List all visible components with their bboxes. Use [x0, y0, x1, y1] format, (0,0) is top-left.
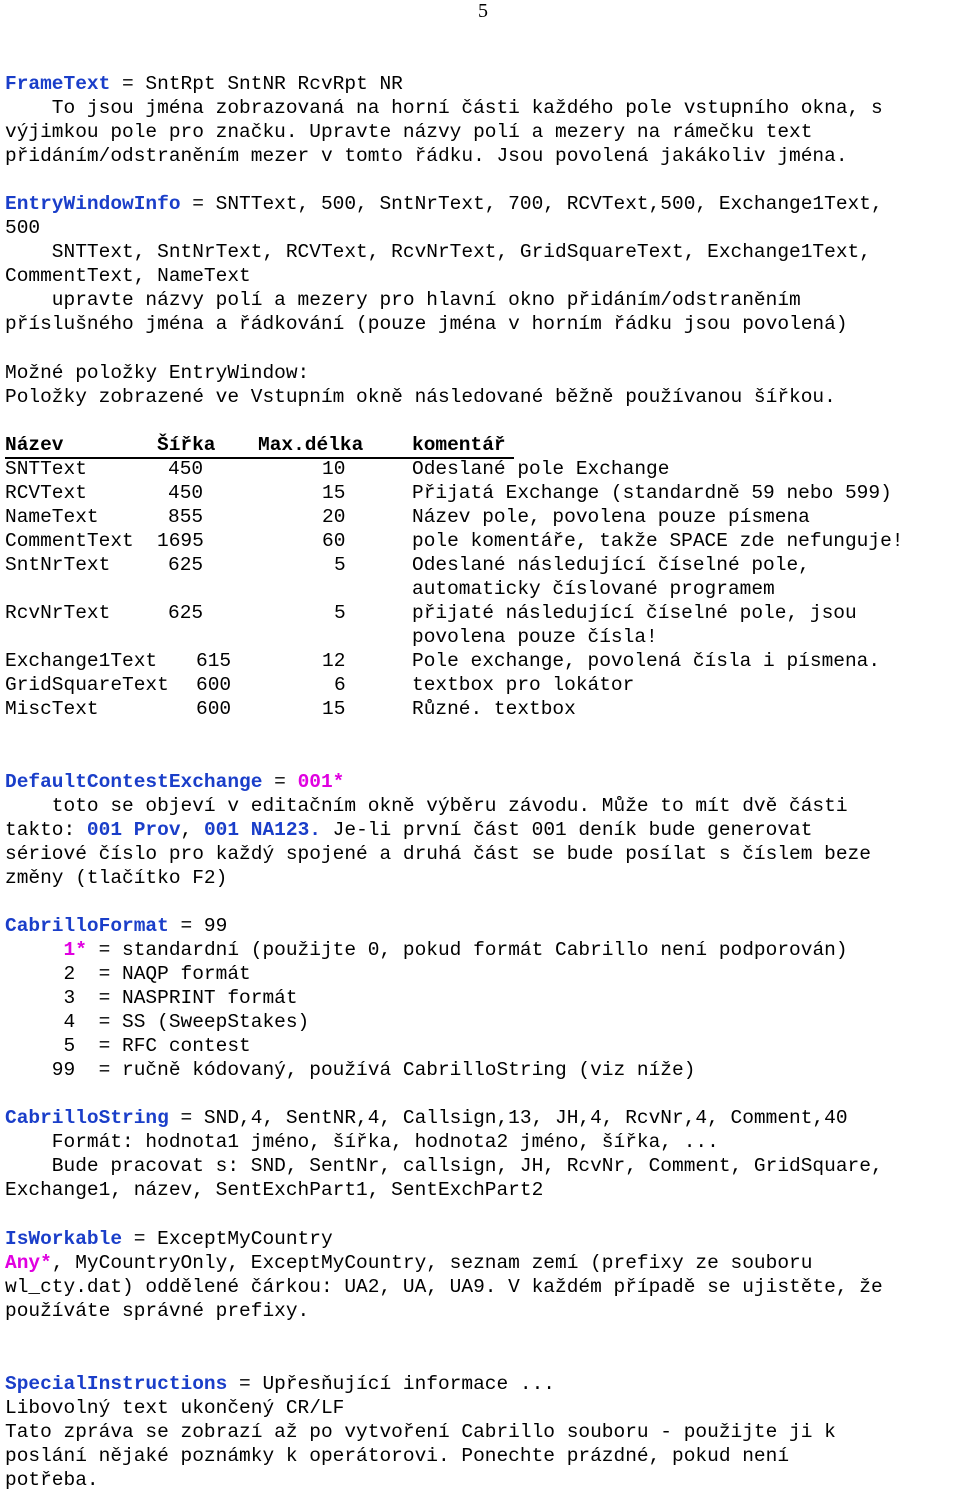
defaultcontestexchange-desc-2 — [5, 818, 812, 842]
entrywindowinfo-line-5: příslušného jména a řádkování (pouze jména v horním řádku jsou povolená) — [5, 313, 848, 335]
cabrillostring-value: = SND,4, SentNR,4, Callsign,13, JH,4, RcvNr,4, Comment,40 — [168, 1107, 848, 1129]
cabrilloformat-line — [5, 914, 227, 938]
specialinstructions-desc-1: Libovolný text ukončený CR/LF — [5, 1397, 345, 1419]
isworkable-desc-2: wl_cty.dat) oddělené čárkou: UA2, UA, UA9. V každém případě se ujistěte, že — [5, 1276, 883, 1298]
cabrilloformat-option: 2 = NAQP formát — [5, 963, 251, 985]
row-max: 20 — [322, 506, 346, 528]
defaultcontestexchange-line — [5, 770, 344, 794]
row-name: GridSquareText — [5, 674, 169, 696]
row-max: 12 — [322, 650, 346, 672]
table-header-name: Název — [5, 434, 64, 456]
isworkable-desc-3: používáte správné prefixy. — [5, 1300, 310, 1322]
cabrilloformat-option-default — [5, 938, 848, 962]
row-name: RcvNrText — [5, 602, 111, 624]
row-name: SNTText — [5, 458, 87, 480]
row-width: 600 — [196, 674, 232, 696]
row-max: 5 — [334, 554, 346, 576]
cabrilloformat-value: = 99 — [168, 915, 228, 937]
row-width: 450 — [168, 482, 204, 504]
example-2: 001 NA123. — [203, 819, 321, 841]
isworkable-value: = ExceptMyCountry — [122, 1228, 333, 1250]
table-header-comment: komentář — [412, 434, 506, 456]
possible-items-heading: Možné položky EntryWindow: — [5, 362, 310, 384]
row-comment-cont: povolena pouze čísla! — [412, 626, 658, 648]
entrywindowinfo-line-3: CommentText, NameText — [5, 265, 251, 287]
row-name: CommentText — [5, 530, 134, 552]
row-name: SntNrText — [5, 554, 111, 576]
row-max: 15 — [322, 698, 346, 720]
row-comment: Odeslané pole Exchange — [412, 458, 670, 480]
table-header-width: Šířka — [157, 434, 216, 456]
specialinstructions-desc-3: poslání nějaké poznámky k operátorovi. Ponechte prázdné, pokud není — [5, 1445, 790, 1467]
row-width: 625 — [168, 554, 204, 576]
example-rest: Je-li první část 001 deník bude generovat — [320, 819, 813, 841]
cabrilloformat-option: 99 = ručně kódovaný, používá CabrilloString (viz níže) — [5, 1059, 696, 1081]
example-1: 001 Prov — [86, 819, 181, 841]
row-max: 60 — [322, 530, 346, 552]
table-header-maxlen: Max.délka — [258, 434, 364, 456]
defaultcontestexchange-desc-4: změny (tlačítko F2) — [5, 867, 228, 889]
cabrillostring-desc-3: Exchange1, název, SentExchPart1, SentExchPart2 — [5, 1179, 544, 1201]
row-max: 15 — [322, 482, 346, 504]
row-comment: přijaté následující číselné pole, jsou — [412, 602, 857, 624]
defaultcontestexchange-key: DefaultContestExchange — [5, 771, 263, 793]
possible-items-desc: Položky zobrazené ve Vstupním okně následované běžně používanou šířkou. — [5, 386, 836, 408]
frametext-desc-3: přidáním/odstraněním mezer v tomto řádku. Jsou povolená jakákoliv jména. — [5, 145, 848, 167]
defaultcontestexchange-desc-3: sériové číslo pro každý spojené a druhá část se bude posílat s číslem beze — [5, 843, 871, 865]
row-comment: Pole exchange, povolená čísla i písmena. — [412, 650, 881, 672]
row-comment: textbox pro lokátor — [412, 674, 635, 696]
isworkable-line — [5, 1227, 333, 1251]
defaultcontestexchange-eq: = — [262, 771, 298, 793]
frametext-desc-2: výjimkou pole pro značku. Upravte názvy polí a mezery na rámečku text — [5, 121, 813, 143]
isworkable-desc-1 — [5, 1251, 812, 1275]
frametext-key: FrameText — [5, 73, 111, 95]
cabrilloformat-option: 4 = SS (SweepStakes) — [5, 1011, 310, 1033]
default-code: 1* — [63, 939, 87, 961]
row-width: 615 — [196, 650, 232, 672]
defaultcontestexchange-desc-1: toto se objeví v editačním okně výběru závodu. Může to mít dvě části — [5, 795, 848, 817]
frametext-desc-1: To jsou jména zobrazovaná na horní části každého pole vstupního okna, s — [5, 97, 883, 119]
entrywindowinfo-line-1: 500 — [5, 217, 41, 239]
row-width: 1695 — [157, 530, 204, 552]
specialinstructions-key: SpecialInstructions — [5, 1373, 228, 1395]
cabrillostring-key: CabrilloString — [5, 1107, 169, 1129]
row-comment: Odeslané následující číselné pole, — [412, 554, 810, 576]
specialinstructions-desc-2: Tato zpráva se zobrazí až po vytvoření Cabrillo souboru - použijte ji k — [5, 1421, 836, 1443]
cabrillostring-desc-2: Bude pracovat s: SND, SentNr, callsign, JH, RcvNr, Comment, GridSquare, — [5, 1155, 883, 1177]
row-name: RCVText — [5, 482, 87, 504]
page-number: 5 — [478, 0, 488, 22]
cabrilloformat-option: 3 = NASPRINT formát — [5, 987, 298, 1009]
example-sep: , — [180, 819, 204, 841]
row-name: NameText — [5, 506, 99, 528]
frametext-line — [5, 72, 403, 96]
row-comment-cont: automaticky číslované programem — [412, 578, 775, 600]
cabrilloformat-option: 5 = RFC contest — [5, 1035, 251, 1057]
cabrillostring-line — [5, 1106, 848, 1130]
default-text: = standardní (použijte 0, pokud formát Cabrillo není podporován) — [86, 939, 848, 961]
row-max: 6 — [334, 674, 346, 696]
row-width: 625 — [168, 602, 204, 624]
cabrillostring-desc-1: Formát: hodnota1 jméno, šířka, hodnota2 jméno, šířka, ... — [5, 1131, 719, 1153]
row-width: 600 — [196, 698, 232, 720]
isworkable-options: , MyCountryOnly, ExceptMyCountry, seznam zemí (prefixy ze souboru — [51, 1252, 813, 1274]
entrywindowinfo-key: EntryWindowInfo — [5, 193, 181, 215]
specialinstructions-line — [5, 1372, 555, 1396]
row-comment: Přijatá Exchange (standardně 59 nebo 599) — [412, 482, 892, 504]
row-name: MiscText — [5, 698, 99, 720]
entrywindowinfo-line — [5, 192, 883, 216]
entrywindowinfo-value: = SNTText, 500, SntNrText, 700, RCVText,500, Exchange1Text, — [180, 193, 883, 215]
row-comment: pole komentáře, takže SPACE zde nefunguje! — [412, 530, 904, 552]
entrywindowinfo-line-2: SNTText, SntNrText, RCVText, RcvNrText, GridSquareText, Exchange1Text, — [5, 241, 871, 263]
isworkable-key: IsWorkable — [5, 1228, 123, 1250]
specialinstructions-value: = Upřesňující informace ... — [227, 1373, 555, 1395]
cabrilloformat-key: CabrilloFormat — [5, 915, 169, 937]
row-comment: Různé. textbox — [412, 698, 576, 720]
defaultcontestexchange-value: 001* — [297, 771, 345, 793]
row-comment: Název pole, povolena pouze písmena — [412, 506, 810, 528]
specialinstructions-desc-4: potřeba. — [5, 1469, 99, 1491]
isworkable-default: Any* — [5, 1252, 52, 1274]
frametext-value: = SntRpt SntNR RcvRpt NR — [110, 73, 403, 95]
example-prefix: takto: — [5, 819, 87, 841]
row-width: 855 — [168, 506, 204, 528]
row-name: Exchange1Text — [5, 650, 158, 672]
row-max: 10 — [322, 458, 346, 480]
entrywindowinfo-line-4: upravte názvy polí a mezery pro hlavní okno přidáním/odstraněním — [5, 289, 801, 311]
row-width: 450 — [168, 458, 204, 480]
row-max: 5 — [334, 602, 346, 624]
